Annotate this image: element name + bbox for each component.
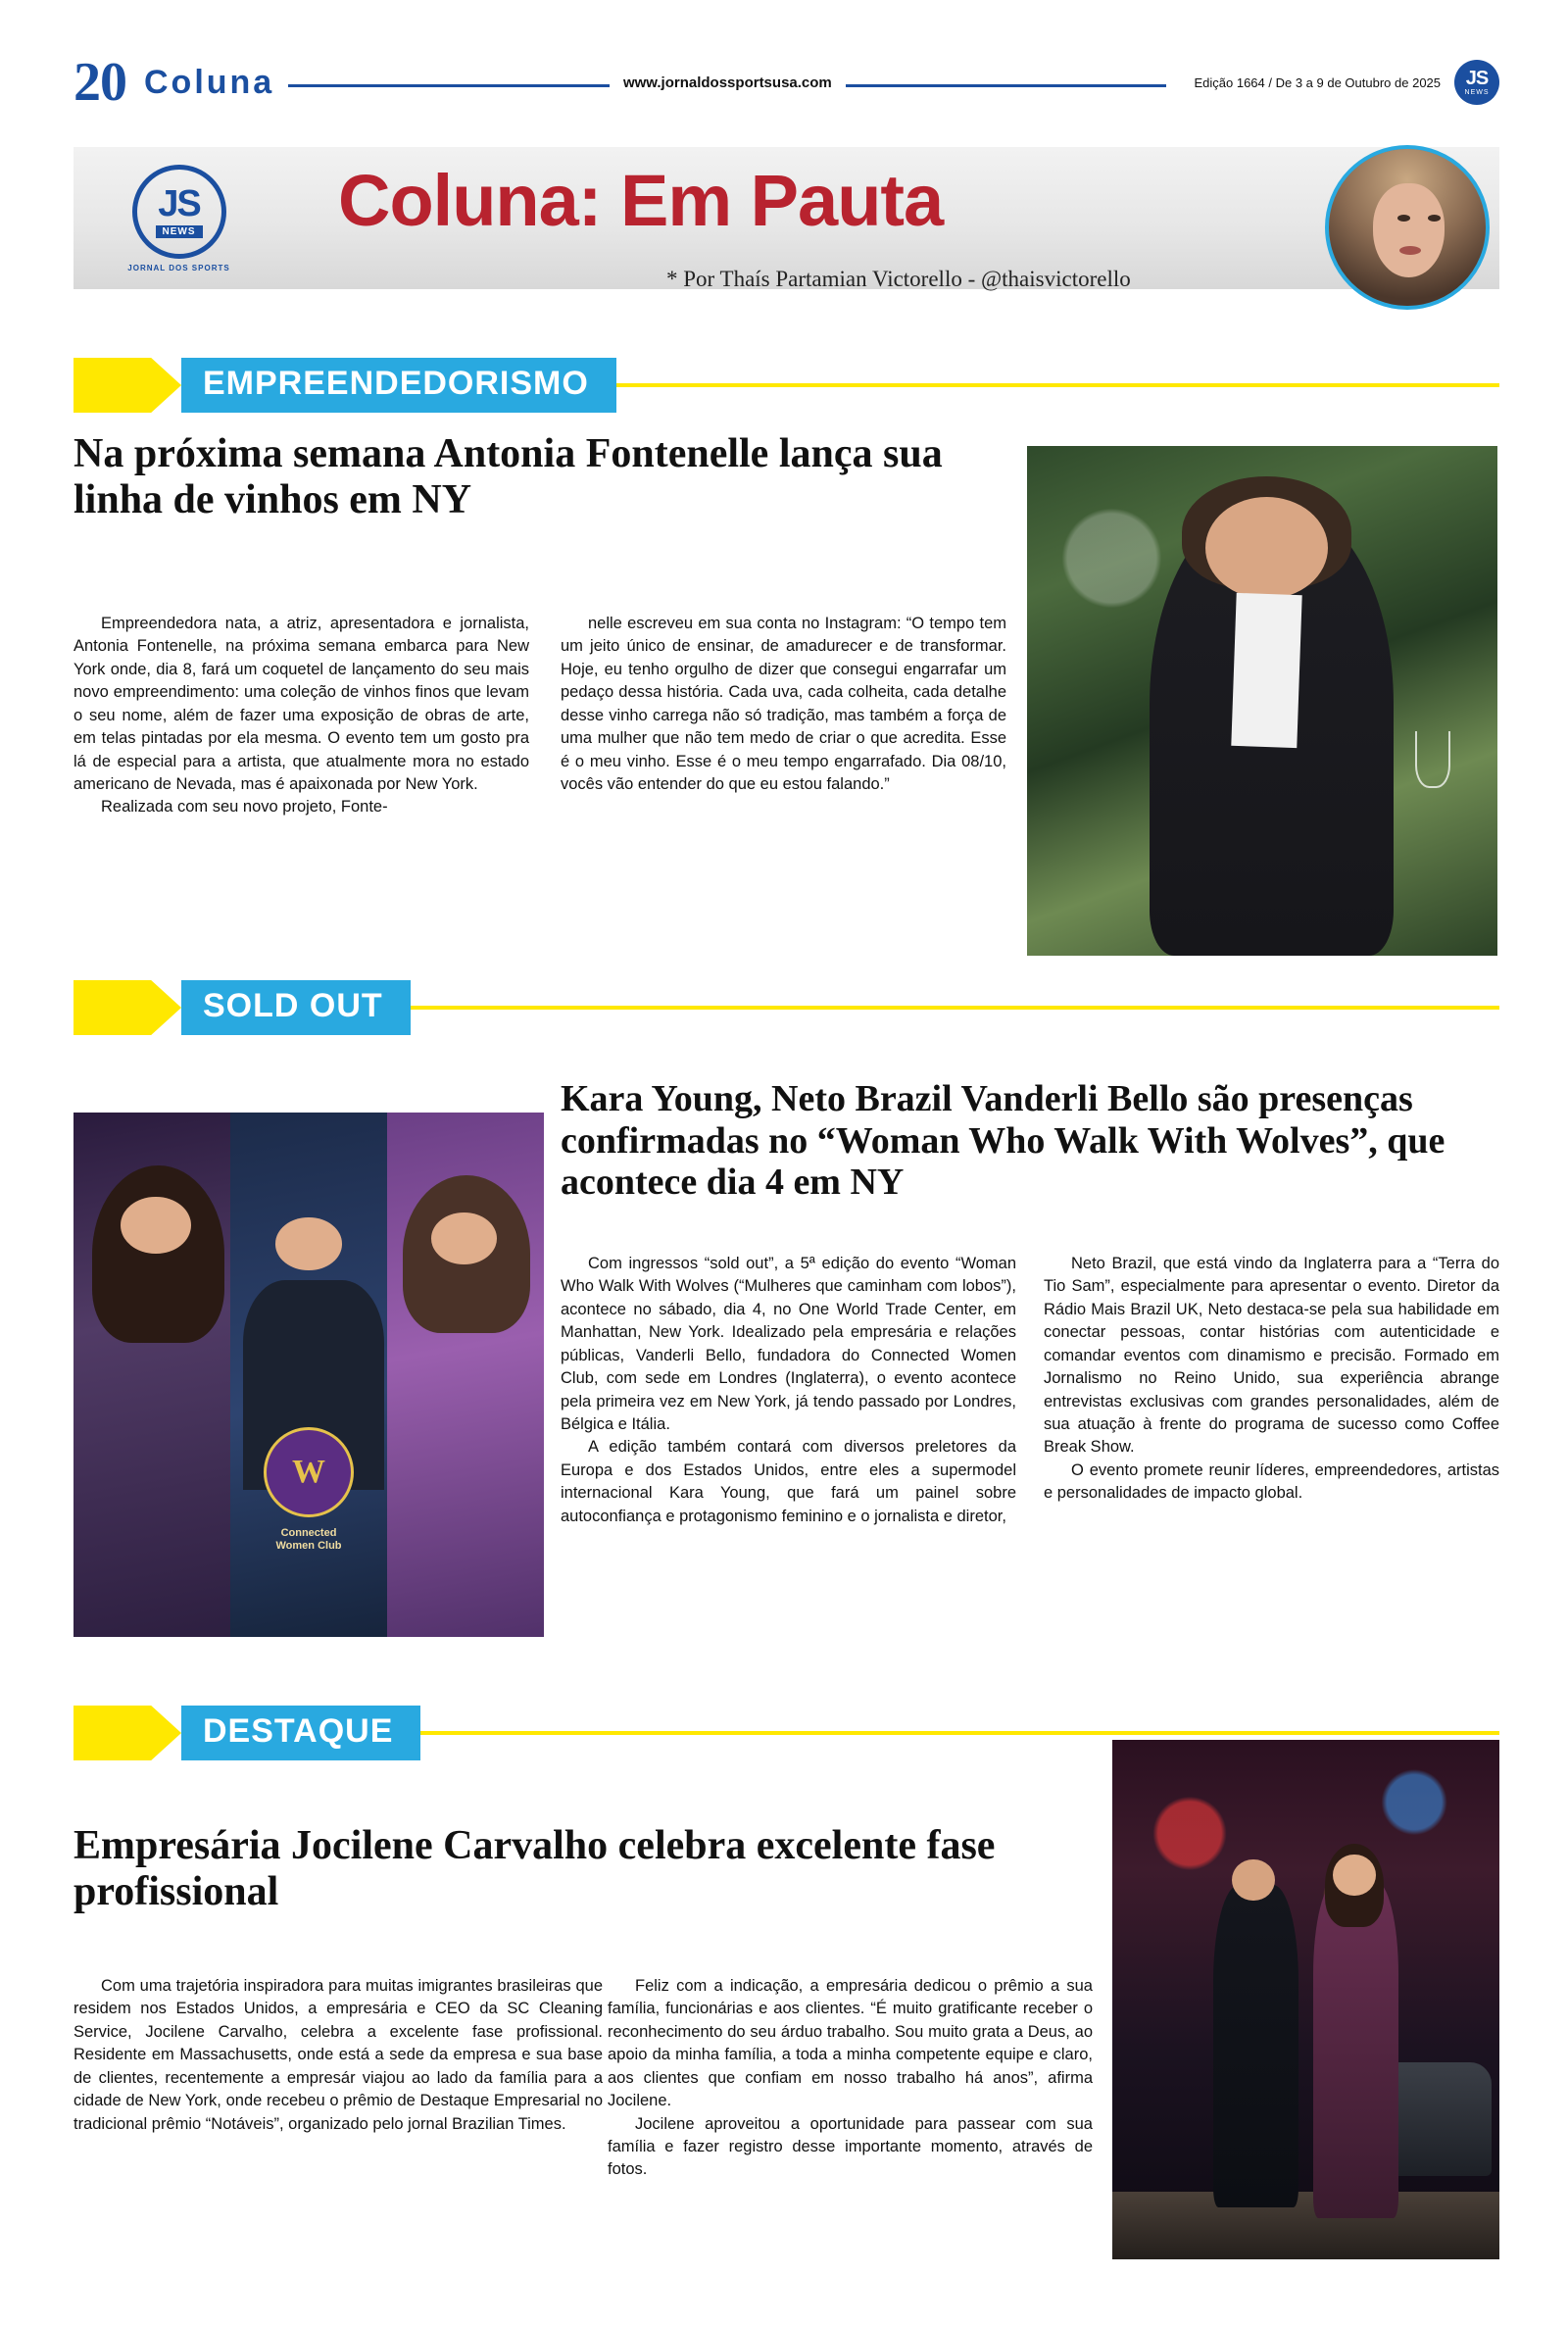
flag-arrow-icon bbox=[74, 1706, 181, 1760]
paragraph: Empreendedora nata, a atriz, apresentadora e jornalista, Antonia Fontenelle, na próxima semana embarca para New York onde, dia 8, fará um coquetel de lançamento do seu mais novo empreendimento: uma coleção de vinhos finos que levam o seu nome, além de fazer uma exposição de obras de arte, em telas pintadas por ela mesma. O evento tem um gosto pra lá de especial para a artista, que atualmente mora no estado americano de Nevada, mas é apaixonada por New York. bbox=[74, 615, 529, 793]
headline-1: Na próxima semana Antonia Fontenelle lança sua linha de vinhos em NY bbox=[74, 431, 943, 523]
paragraph: Neto Brazil, que está vindo da Inglaterra para a “Terra do Tio Sam”, especialmente para apresentar o evento. Diretor da Rádio Mais Brazil UK, Neto destaca-se pela sua habilidade em conectar pessoas, contar histórias com autenticidade e comandar eventos com dinamismo e precisão. Formado em Jornalismo no Reino Unido, sua experiência abrange entrevistas exclusivas com grandes personalidades, além de sua atuação à frente do programa de sucesso como Coffee Break Show. bbox=[1044, 1255, 1499, 1457]
paragraph: O evento promete reunir líderes, empreendedores, artistas e personalidades de impacto global. bbox=[1044, 1460, 1499, 1503]
article-1-column-1 bbox=[74, 613, 529, 819]
paragraph: Jocilene aproveitou a oportunidade para passear com sua família e fazer registro desse importante momento, através de fotos. bbox=[608, 2114, 1093, 2179]
section-flag-empreendedorismo bbox=[74, 358, 1499, 413]
js-logo-main: JS bbox=[1465, 68, 1489, 89]
photo-woman-head bbox=[1333, 1855, 1375, 1896]
connected-women-club-logo-icon: W bbox=[264, 1427, 354, 1517]
js-news-logo-icon bbox=[1454, 60, 1499, 105]
avatar-face bbox=[1373, 183, 1446, 277]
banner-logo-circle bbox=[132, 165, 226, 259]
masthead-divider-2 bbox=[846, 84, 1167, 87]
photo-antonia-fontenelle bbox=[1027, 446, 1497, 956]
column-title: Coluna: Em Pauta bbox=[338, 160, 944, 241]
author-avatar bbox=[1325, 145, 1490, 310]
flag-arrow-icon bbox=[74, 980, 181, 1035]
article-3-column-2 bbox=[608, 1975, 1093, 2182]
connected-women-club-logo-text: Connected Women Club bbox=[275, 1526, 342, 1553]
masthead-section-label: Coluna bbox=[144, 63, 275, 101]
column-byline: * Por Thaís Partamian Victorello - @thaisvictorello bbox=[666, 267, 1131, 291]
banner-logo-icon bbox=[113, 152, 245, 284]
masthead-edition: Edição 1664 / De 3 a 9 de Outubro de 2025 bbox=[1194, 74, 1442, 90]
masthead-divider bbox=[288, 84, 610, 87]
banner-logo-caption: JORNAL DOS SPORTS bbox=[127, 263, 230, 272]
masthead bbox=[74, 52, 1499, 113]
flag-label: SOLD OUT bbox=[181, 980, 411, 1035]
flag-label: EMPREENDEDORISMO bbox=[181, 358, 616, 413]
paragraph: Feliz com a indicação, a empresária dedicou o prêmio a sua família, funcionárias e aos clientes. “É muito gratificante receber o reconhecimento do seu árduo trabalho. Sou muito grata a Deus, ao apoio da minha família, a toda a minha competente equipe e claro, aos clientes que confiam em nosso trabalho há anos”, afirma Jocilene. bbox=[608, 1977, 1093, 2110]
flag-arrow-icon bbox=[74, 358, 181, 413]
paragraph: nelle escreveu em sua conta no Instagram: “O tempo tem um jeito único de ensinar, de amadurecer e de transformar. Hoje, eu tenho orgulho de dizer que consegui engarrafar um pedaço dessa história. Cada uva, cada colheita, cada detalhe desse vinho carrega não só tradição, mas também a força de uma mulher que não tem medo de criar o que acredita. Esse é o meu vinho. Esse é o meu tempo engarrafado. Dia 08/10, vocês vão entender do que eu estou falando.” bbox=[561, 615, 1006, 793]
photo-man-head bbox=[1232, 1859, 1274, 1901]
flag-tail-rule bbox=[411, 980, 1499, 1035]
headline-3: Empresária Jocilene Carvalho celebra excelente fase profissional bbox=[74, 1823, 996, 1915]
photo-event-guests bbox=[74, 1113, 544, 1637]
page-number: 20 bbox=[74, 52, 126, 113]
photo-face-right bbox=[431, 1212, 497, 1265]
flag-tail-rule bbox=[616, 358, 1499, 413]
photo-subject-shirt bbox=[1231, 593, 1302, 748]
photo-subject-head bbox=[1205, 497, 1328, 599]
article-1-column-2 bbox=[561, 613, 1006, 796]
avatar-lips bbox=[1399, 246, 1421, 255]
banner-logo-sub: NEWS bbox=[156, 225, 203, 238]
article-3-column-1 bbox=[74, 1975, 603, 2136]
js-logo-sub: NEWS bbox=[1464, 89, 1490, 96]
paragraph: A edição também contará com diversos preletores da Europa e dos Estados Unidos, entre eles a supermodel internacional Kara Young, que fará um painel sobre autoconfiança e protagonismo feminino e o jornalista e diretor, bbox=[561, 1438, 1016, 1525]
photo-sidewalk bbox=[1112, 2192, 1499, 2259]
photo-hair-left bbox=[92, 1165, 223, 1344]
paragraph: Com uma trajetória inspiradora para muitas imigrantes brasileiras que residem nos Estados Unidos, a empresária e CEO da SC Cleaning Service, Jocilene Carvalho, celebra a excelente fase profissional. Residente em Massachusetts, onde está a sede da empresa e sua base de clientes, recentemente a empresár viajou ao lado da família para a cidade de New York, onde recebeu o prêmio de Destaque Empresarial no tradicional prêmio “Notáveis”, organizado pelo jornal Brazilian Times. bbox=[74, 1977, 603, 2133]
photo-face-left bbox=[121, 1197, 191, 1255]
wine-glass-icon bbox=[1415, 731, 1450, 788]
section-flag-sold-out bbox=[74, 980, 1499, 1035]
banner-logo-main: JS bbox=[158, 182, 200, 224]
flag-label: DESTAQUE bbox=[181, 1706, 420, 1760]
headline-2: Kara Young, Neto Brazil Vanderli Bello são presenças confirmadas no “Woman Who Walk With Wolves”, que acontece dia 4 em NY bbox=[561, 1078, 1446, 1204]
paragraph: Realizada com seu novo projeto, Fonte- bbox=[101, 798, 388, 817]
photo-man bbox=[1213, 1885, 1298, 2207]
article-2-column-2 bbox=[1044, 1253, 1499, 1506]
masthead-website: www.jornaldossportsusa.com bbox=[622, 74, 832, 91]
photo-woman bbox=[1313, 1880, 1398, 2218]
photo-jocilene-carvalho bbox=[1112, 1740, 1499, 2259]
article-2-column-1 bbox=[561, 1253, 1016, 1528]
photo-face-center bbox=[275, 1217, 341, 1270]
paragraph: Com ingressos “sold out”, a 5ª edição do evento “Woman Who Walk With Wolves (“Mulheres que caminham com lobos”), acontece no sábado, dia 4, no One World Trade Center, em Manhattan, New York. Idealizado pela empresária e relações públicas, Vanderli Bello, fundadora do Connected Women Club, com sede em Londres (Inglaterra), o evento acontece pela primeira vez em New York, já tendo passado por Londres, Bélgica e Itália. bbox=[561, 1255, 1016, 1433]
